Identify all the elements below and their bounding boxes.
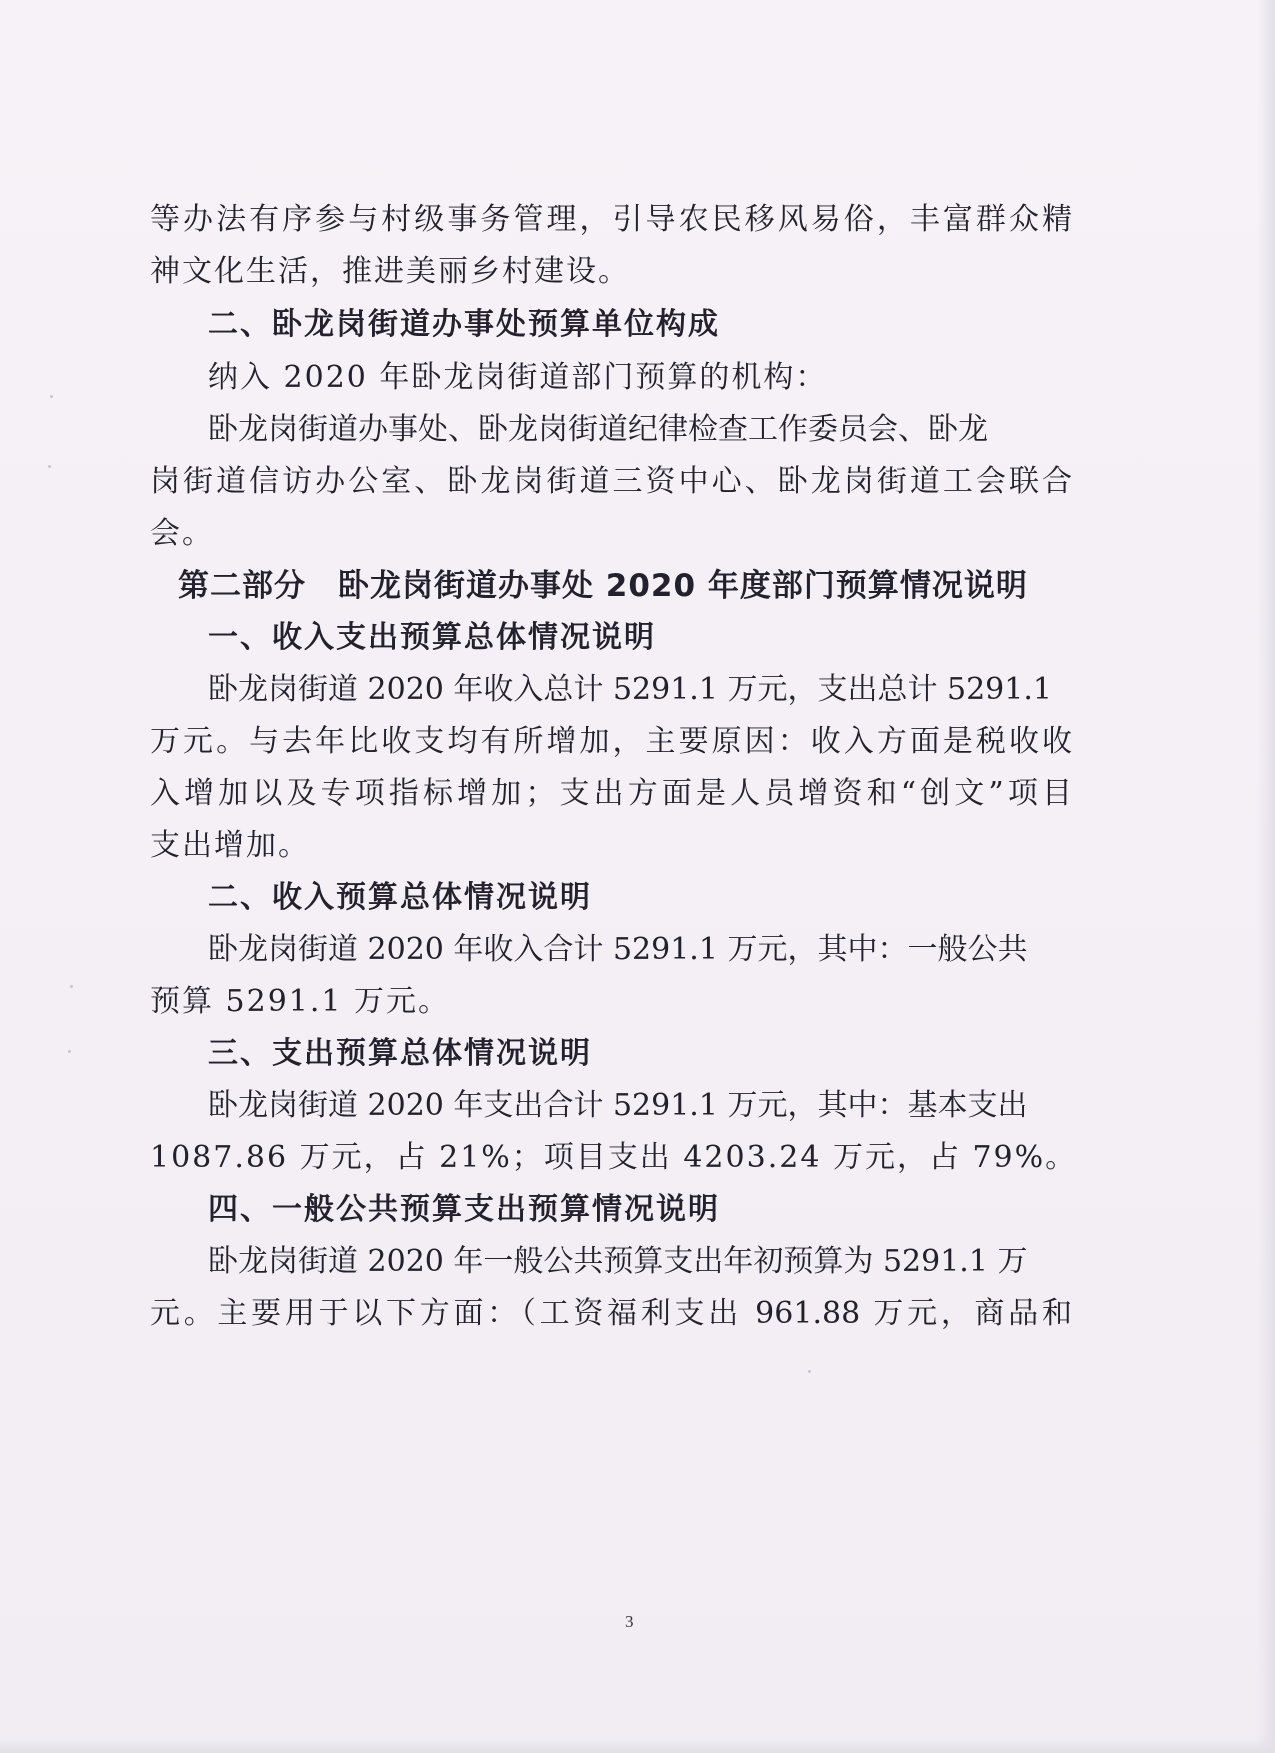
body-text-line: 卧龙岗街道 2020 年收入总计 5291.1 万元，支出总计 5291.1 (208, 672, 1052, 707)
scan-speck (68, 1050, 71, 1053)
scan-speck (808, 1370, 811, 1373)
body-text-line: 支出增加。 (150, 828, 310, 863)
body-text-line: 卧龙岗街道 2020 年收入合计 5291.1 万元，其中：一般公共 (208, 932, 1028, 967)
body-text-line: 卧龙岗街道办事处、卧龙岗街道纪律检查工作委员会、卧龙 (208, 412, 988, 447)
subsection-heading: 一、收入支出预算总体情况说明 (208, 620, 656, 655)
subsection-heading: 四、一般公共预算支出预算情况说明 (208, 1192, 720, 1227)
body-text-line: 神文化生活，推进美丽乡村建设。 (150, 254, 630, 289)
body-text-line: 元。主要用于以下方面：（工资福利支出 961.88 万元，商品和 (150, 1296, 1072, 1331)
part-title: 第二部分 卧龙岗街道办事处 2020 年度部门预算情况说明 (178, 568, 1028, 604)
body-text-line: 万元。与去年比收支均有所增加，主要原因：收入方面是税收收 (150, 724, 1072, 759)
subsection-heading: 二、收入预算总体情况说明 (208, 880, 592, 915)
body-text-line: 入增加以及专项指标增加；支出方面是人员增资和“创文”项目 (150, 776, 1072, 811)
body-text-line: 预算 5291.1 万元。 (150, 984, 451, 1019)
body-text-line: 1087.86 万元，占 21%；项目支出 4203.24 万元，占 79%。 (150, 1140, 1078, 1175)
body-text-line: 卧龙岗街道 2020 年支出合计 5291.1 万元，其中：基本支出 (208, 1088, 1028, 1123)
page-number: 3 (625, 1612, 634, 1631)
scan-speck (70, 985, 73, 988)
body-text-line: 卧龙岗街道 2020 年一般公共预算支出年初预算为 5291.1 万 (208, 1244, 1028, 1279)
body-text-line: 会。 (150, 516, 214, 551)
scan-speck (48, 465, 51, 468)
body-text-line: 等办法有序参与村级事务管理，引导农民移风易俗，丰富群众精 (150, 202, 1072, 237)
page-edge-shadow-right (1257, 0, 1275, 1753)
page-edge-shadow-bottom (0, 1739, 1275, 1753)
section-heading: 二、卧龙岗街道办事处预算单位构成 (208, 307, 720, 342)
body-text-line: 岗街道信访办公室、卧龙岗街道三资中心、卧龙岗街道工会联合 (150, 464, 1072, 499)
body-text-line: 纳入 2020 年卧龙岗街道部门预算的机构： (208, 360, 828, 395)
subsection-heading: 三、支出预算总体情况说明 (208, 1036, 592, 1071)
scan-speck (50, 395, 53, 398)
